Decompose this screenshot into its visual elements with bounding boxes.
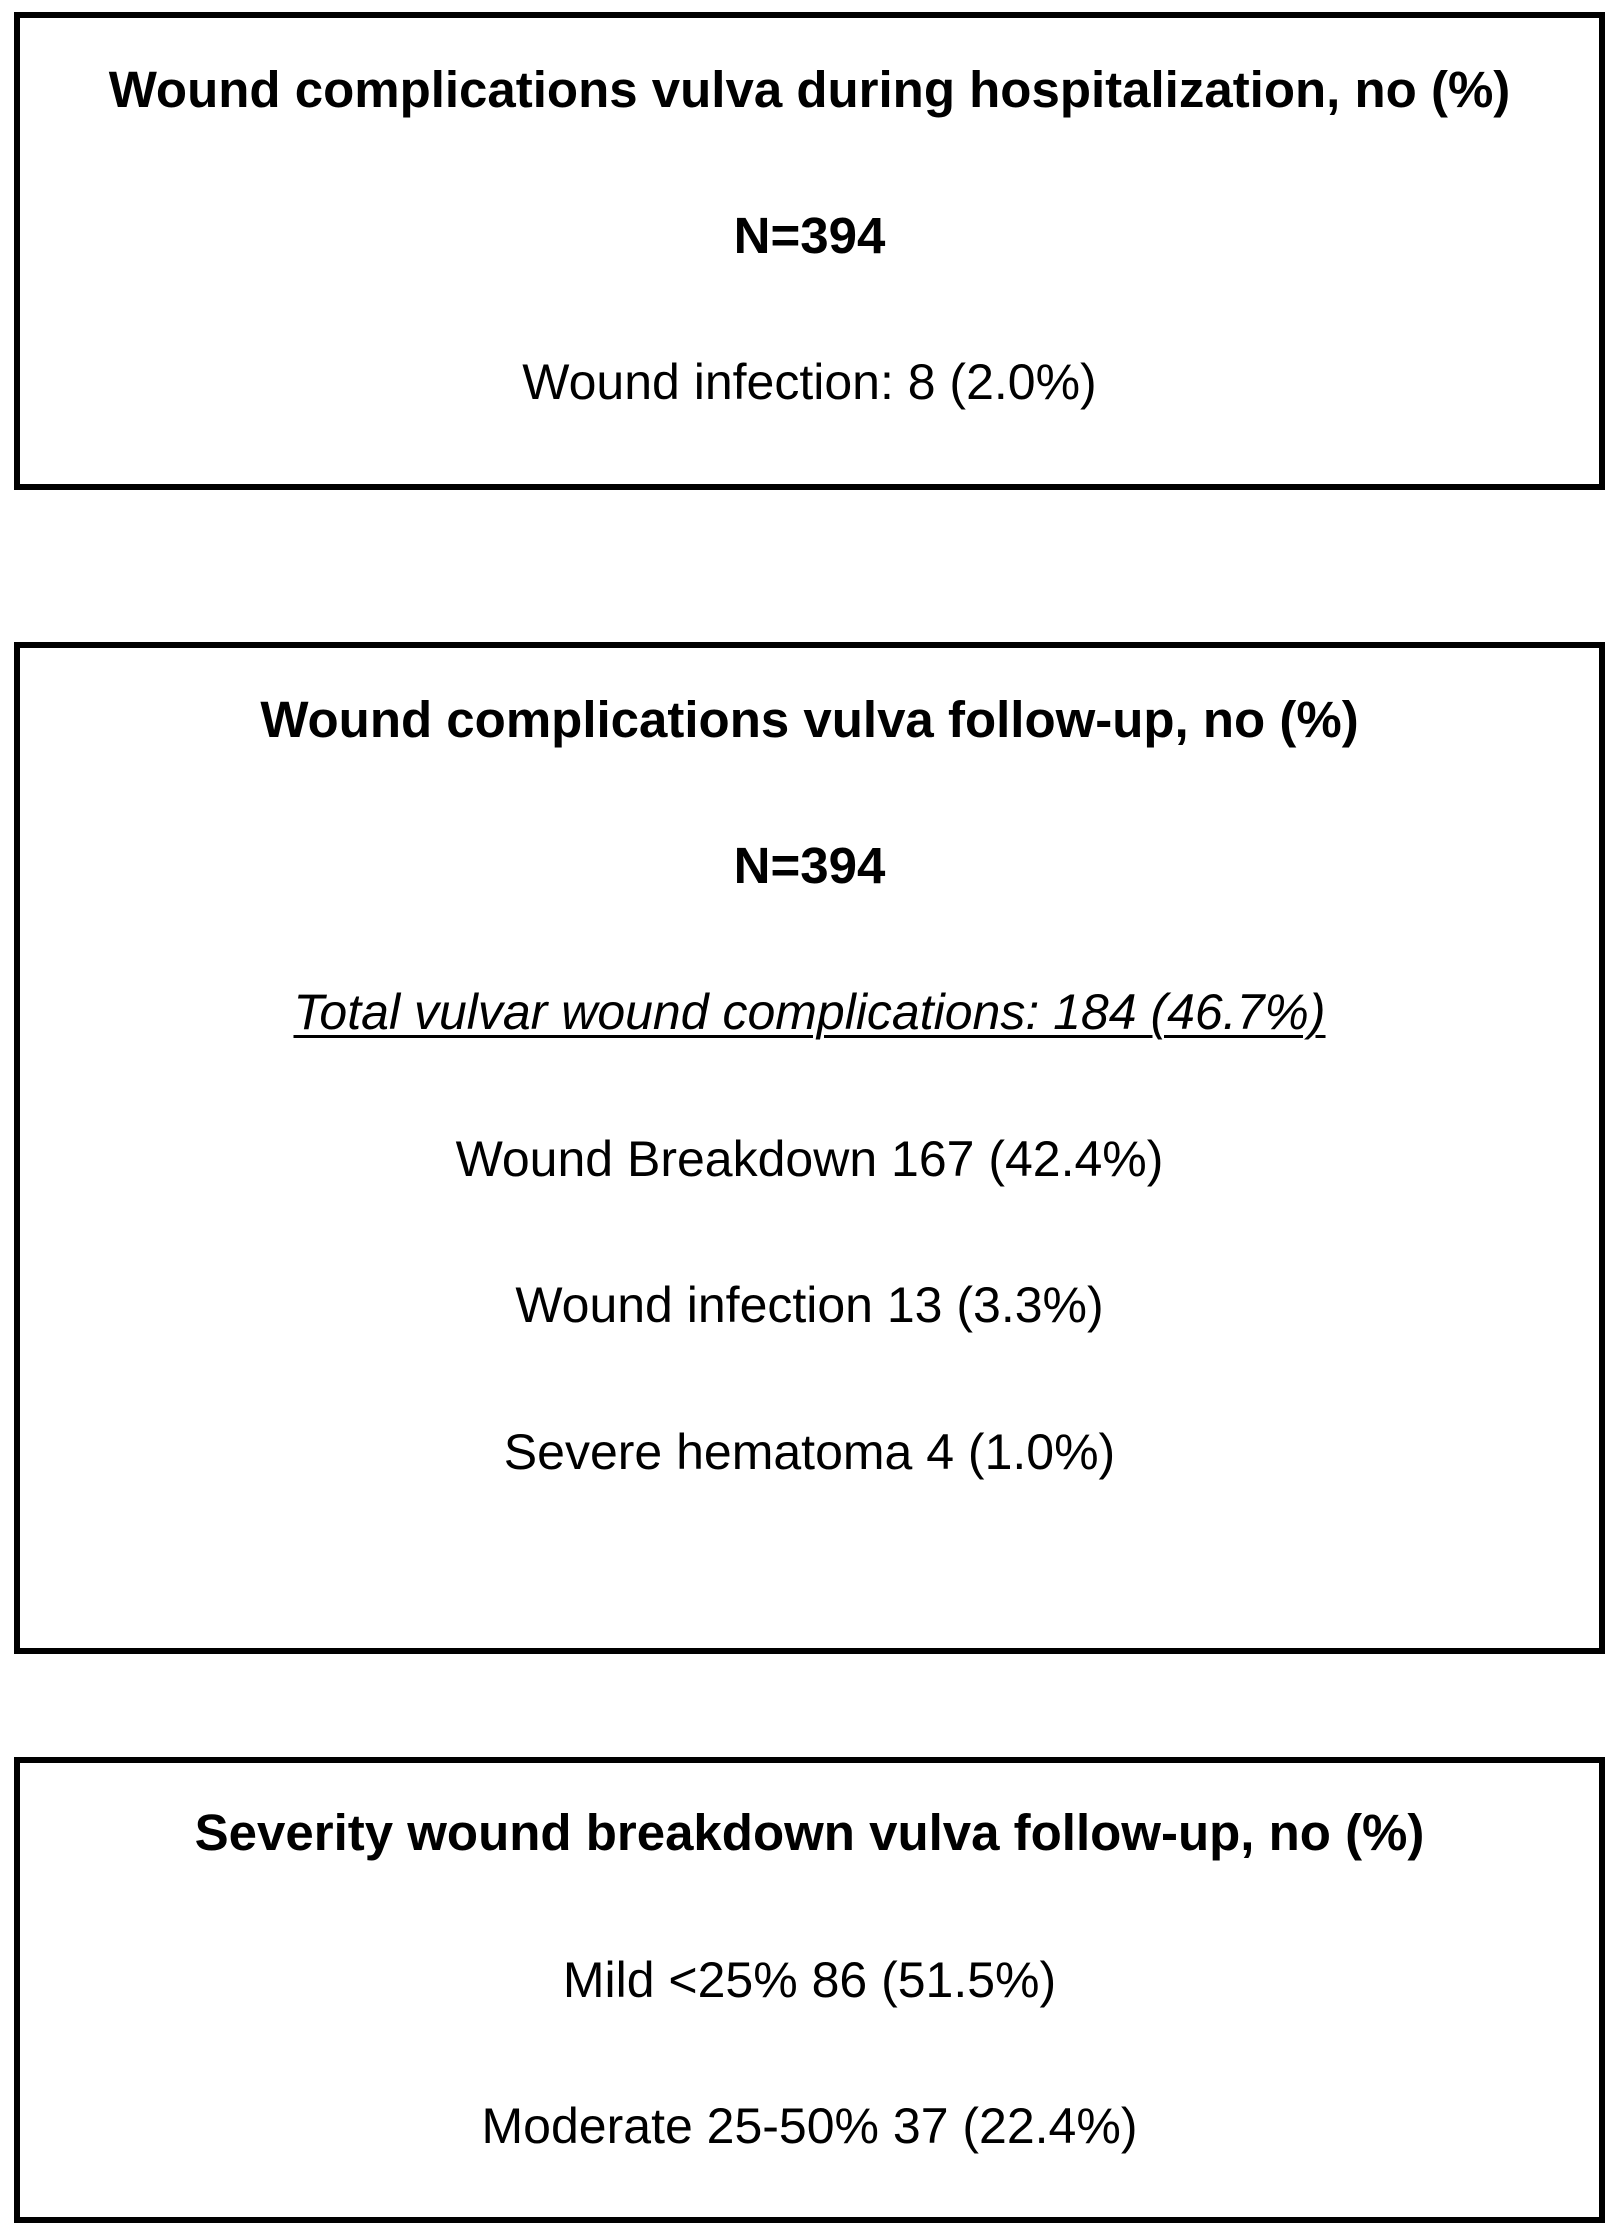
follow-up-complications-box xyxy=(14,642,1605,1654)
follow-up-severe-hematoma: Severe hematoma 4 (1.0%) xyxy=(503,1424,1116,1480)
hospitalization-wound-infection: Wound infection: 8 (2.0%) xyxy=(522,354,1097,410)
follow-up-wound-infection: Wound infection 13 (3.3%) xyxy=(515,1277,1104,1333)
hospitalization-sample-size: N=394 xyxy=(733,207,886,264)
follow-up-wound-breakdown: Wound Breakdown 167 (42.4%) xyxy=(455,1131,1164,1187)
hospitalization-complications-box xyxy=(14,12,1605,490)
follow-up-total-complications xyxy=(20,982,1599,1042)
follow-up-total-text: Total vulvar wound complications: 184 (46.7%) xyxy=(293,984,1326,1040)
follow-up-box-title: Wound complications vulva follow-up, no (%) xyxy=(260,691,1359,748)
breakdown-severity-box xyxy=(14,1757,1605,2223)
severity-mild: Mild <25% 86 (51.5%) xyxy=(562,1952,1057,2008)
severity-moderate: Moderate 25-50% 37 (22.4%) xyxy=(481,2098,1138,2154)
severity-box-title: Severity wound breakdown vulva follow-up, no (%) xyxy=(194,1804,1425,1861)
hospitalization-box-title: Wound complications vulva during hospitalization, no (%) xyxy=(108,61,1511,118)
follow-up-sample-size: N=394 xyxy=(733,837,886,894)
